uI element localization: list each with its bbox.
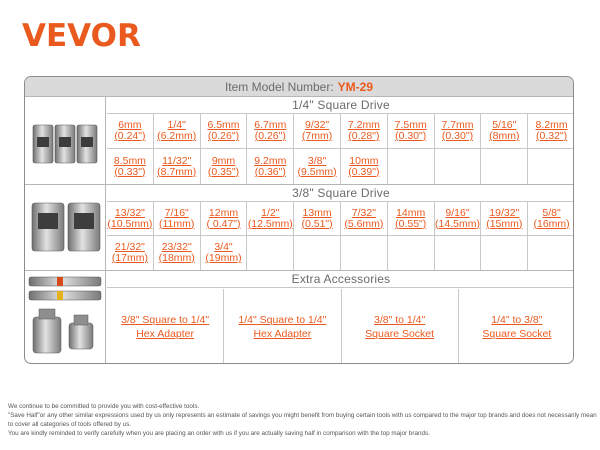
- size-conversion: (8.7mm): [157, 165, 197, 178]
- size-conversion: (18mm): [158, 252, 195, 264]
- socket-icon: [77, 125, 97, 163]
- size-conversion: (10.5mm): [107, 217, 153, 230]
- size-label: 5/8": [542, 206, 561, 219]
- socket-icon: [32, 203, 64, 251]
- size-label: 1/2": [261, 206, 280, 219]
- size-conversion: (0.35"): [207, 165, 240, 178]
- size-label: 6.5mm: [207, 119, 240, 131]
- size-conversion: (0.32"): [536, 130, 568, 142]
- size-label: 1/4": [167, 119, 186, 131]
- size-cell: [341, 149, 388, 184]
- size-cell: [294, 149, 341, 184]
- size-cell: [107, 236, 154, 270]
- size-cell: [388, 149, 435, 184]
- size-label: 14mm: [396, 206, 426, 219]
- hex-adapter-icon: [29, 291, 101, 300]
- size-cell: [247, 149, 294, 184]
- size-conversion: (0.51"): [301, 217, 333, 230]
- size-label: 8.2mm: [535, 119, 568, 131]
- size-cell: [481, 114, 528, 149]
- three-eighths-drive-heading: 3/8" Square Drive: [107, 185, 574, 202]
- size-cell: [154, 114, 201, 149]
- size-conversion: (0.36"): [254, 165, 286, 178]
- accessory-cell: [342, 289, 459, 364]
- size-conversion: ( 0.47"): [206, 217, 241, 230]
- accessory-type: Square Socket: [365, 328, 435, 340]
- size-conversion: (12.5mm): [247, 217, 293, 230]
- size-cell: [481, 149, 528, 184]
- size-conversion: (11mm): [159, 217, 195, 230]
- size-cell: [435, 114, 482, 149]
- size-conversion: (19mm): [205, 252, 242, 264]
- size-cell: [247, 236, 294, 270]
- size-conversion: (14.5mm): [435, 217, 480, 230]
- footer-line-1: We continue to be committed to provide you with cost-effective tools.: [8, 403, 200, 410]
- socket-icon: [33, 125, 53, 163]
- size-label: 3/4": [214, 241, 233, 253]
- size-label: 13mm: [302, 206, 332, 219]
- size-cell: [154, 236, 201, 270]
- size-cell: [388, 114, 435, 149]
- size-cell: [201, 202, 248, 236]
- size-cell: [247, 202, 294, 236]
- size-conversion: (0.55"): [395, 217, 427, 230]
- size-label: 12mm: [208, 206, 239, 219]
- size-label: 23/32": [161, 241, 192, 253]
- size-cell: [481, 202, 528, 236]
- size-cell: [481, 236, 528, 270]
- size-label: 7/32": [351, 206, 376, 219]
- accessories-row: [107, 289, 574, 364]
- three-eighths-extractor-sockets-image: [30, 199, 102, 255]
- size-conversion: (0.26"): [254, 130, 286, 142]
- size-conversion: (5.6mm): [344, 217, 384, 230]
- size-conversion: (15mm): [486, 217, 523, 230]
- size-cell: [388, 236, 435, 270]
- quarter-extractor-sockets-image: [31, 121, 101, 167]
- size-label: 10mm: [349, 154, 379, 167]
- accessories-heading: Extra Accessories: [107, 271, 574, 288]
- three-eighths-drive-grid: [107, 202, 574, 270]
- size-conversion: (0.39"): [348, 165, 380, 178]
- size-cell: [154, 149, 201, 184]
- table-title: [25, 77, 573, 97]
- size-label: 7.5mm: [394, 119, 427, 131]
- size-label: 6.7mm: [254, 119, 287, 131]
- spec-table: [24, 76, 574, 364]
- size-label: 6mm: [118, 119, 142, 131]
- size-conversion: (0.28"): [348, 130, 380, 142]
- size-label: 7/16": [164, 206, 189, 219]
- size-cell: [107, 202, 154, 236]
- size-cell: [341, 114, 388, 149]
- size-cell: [201, 236, 248, 270]
- size-label: 9.2mm: [254, 154, 287, 167]
- size-cell: [435, 202, 482, 236]
- accessory-cell: [224, 289, 341, 364]
- accessory-type: Hex Adapter: [136, 328, 195, 340]
- square-socket-icon: [33, 309, 61, 353]
- size-label: 7.2mm: [347, 119, 380, 131]
- size-conversion: (17mm): [111, 252, 148, 264]
- accessory-cell: [459, 289, 574, 364]
- accessory-name: 1/4" to 3/8": [491, 314, 543, 326]
- size-conversion: (0.30"): [395, 130, 427, 142]
- size-label: 11/32": [162, 154, 192, 167]
- size-conversion: (0.33"): [114, 165, 146, 178]
- size-cell: [247, 114, 294, 149]
- size-cell: [528, 236, 574, 270]
- size-cell: [528, 114, 574, 149]
- size-conversion: (6.2mm): [157, 130, 197, 142]
- size-cell: [294, 202, 341, 236]
- size-label: 7.7mm: [441, 119, 474, 131]
- size-conversion: (0.26"): [207, 130, 240, 142]
- socket-icon: [68, 203, 100, 251]
- footer-line-3: You are kindly reminded to verify carefully when you are placing an order with us if you are actually saving half in comparison with the top major brands.: [8, 430, 430, 437]
- accessory-name: 3/8" Square to 1/4": [121, 314, 210, 326]
- size-label: 9/16": [445, 206, 470, 219]
- size-conversion: (0.24"): [114, 130, 146, 142]
- size-label: 9mm: [211, 154, 236, 167]
- size-cell: [107, 149, 154, 184]
- size-cell: [388, 202, 435, 236]
- size-conversion: (8mm): [489, 130, 520, 142]
- size-cell: [528, 202, 574, 236]
- size-cell: [528, 149, 574, 184]
- size-cell: [294, 236, 341, 270]
- size-label: 21/32": [114, 241, 145, 253]
- size-label: 8.5mm: [113, 154, 146, 167]
- accessory-cell: [107, 289, 224, 364]
- size-cell: [294, 114, 341, 149]
- size-cell: [341, 236, 388, 270]
- footer-disclaimer: [8, 402, 598, 438]
- size-cell: [154, 202, 201, 236]
- size-conversion: (0.30"): [441, 130, 474, 142]
- accessory-name: 1/4" Square to 1/4": [238, 314, 327, 326]
- hex-adapter-icon: [29, 277, 101, 286]
- accessory-type: Hex Adapter: [253, 328, 312, 340]
- size-cell: [201, 114, 248, 149]
- size-label: 13/32": [114, 206, 145, 219]
- quarter-drive-grid: [107, 114, 574, 184]
- size-label: 5/16": [492, 119, 517, 131]
- title-label: Item Model Number:: [224, 79, 334, 94]
- model-number: YM-29: [337, 79, 374, 94]
- size-cell: [435, 149, 482, 184]
- accessory-type: Square Socket: [482, 328, 552, 340]
- square-socket-icon: [69, 315, 93, 349]
- size-conversion: (16mm): [533, 217, 570, 230]
- size-label: 9/32": [305, 119, 330, 131]
- size-cell: [201, 149, 248, 184]
- size-cell: [341, 202, 388, 236]
- accessory-name: 3/8" to 1/4": [374, 314, 426, 326]
- socket-icon: [55, 125, 75, 163]
- size-cell: [435, 236, 482, 270]
- size-conversion: (9.5mm): [297, 165, 337, 178]
- size-cell: [107, 114, 154, 149]
- size-label: 3/8": [307, 154, 327, 167]
- quarter-drive-heading: 1/4" Square Drive: [107, 97, 574, 114]
- size-label: 19/32": [489, 206, 520, 219]
- size-conversion: (7mm): [301, 130, 333, 142]
- footer-line-2: "Save Half"or any other similar expressions used by us only represents an estimate of savings you might benefit from buying certain tools with us compared to the major top brands and does not necessarily mean to cover all categories of tools offered by us.: [8, 412, 597, 428]
- accessories-image: [27, 273, 105, 363]
- brand-logo: VEVOR: [22, 18, 141, 54]
